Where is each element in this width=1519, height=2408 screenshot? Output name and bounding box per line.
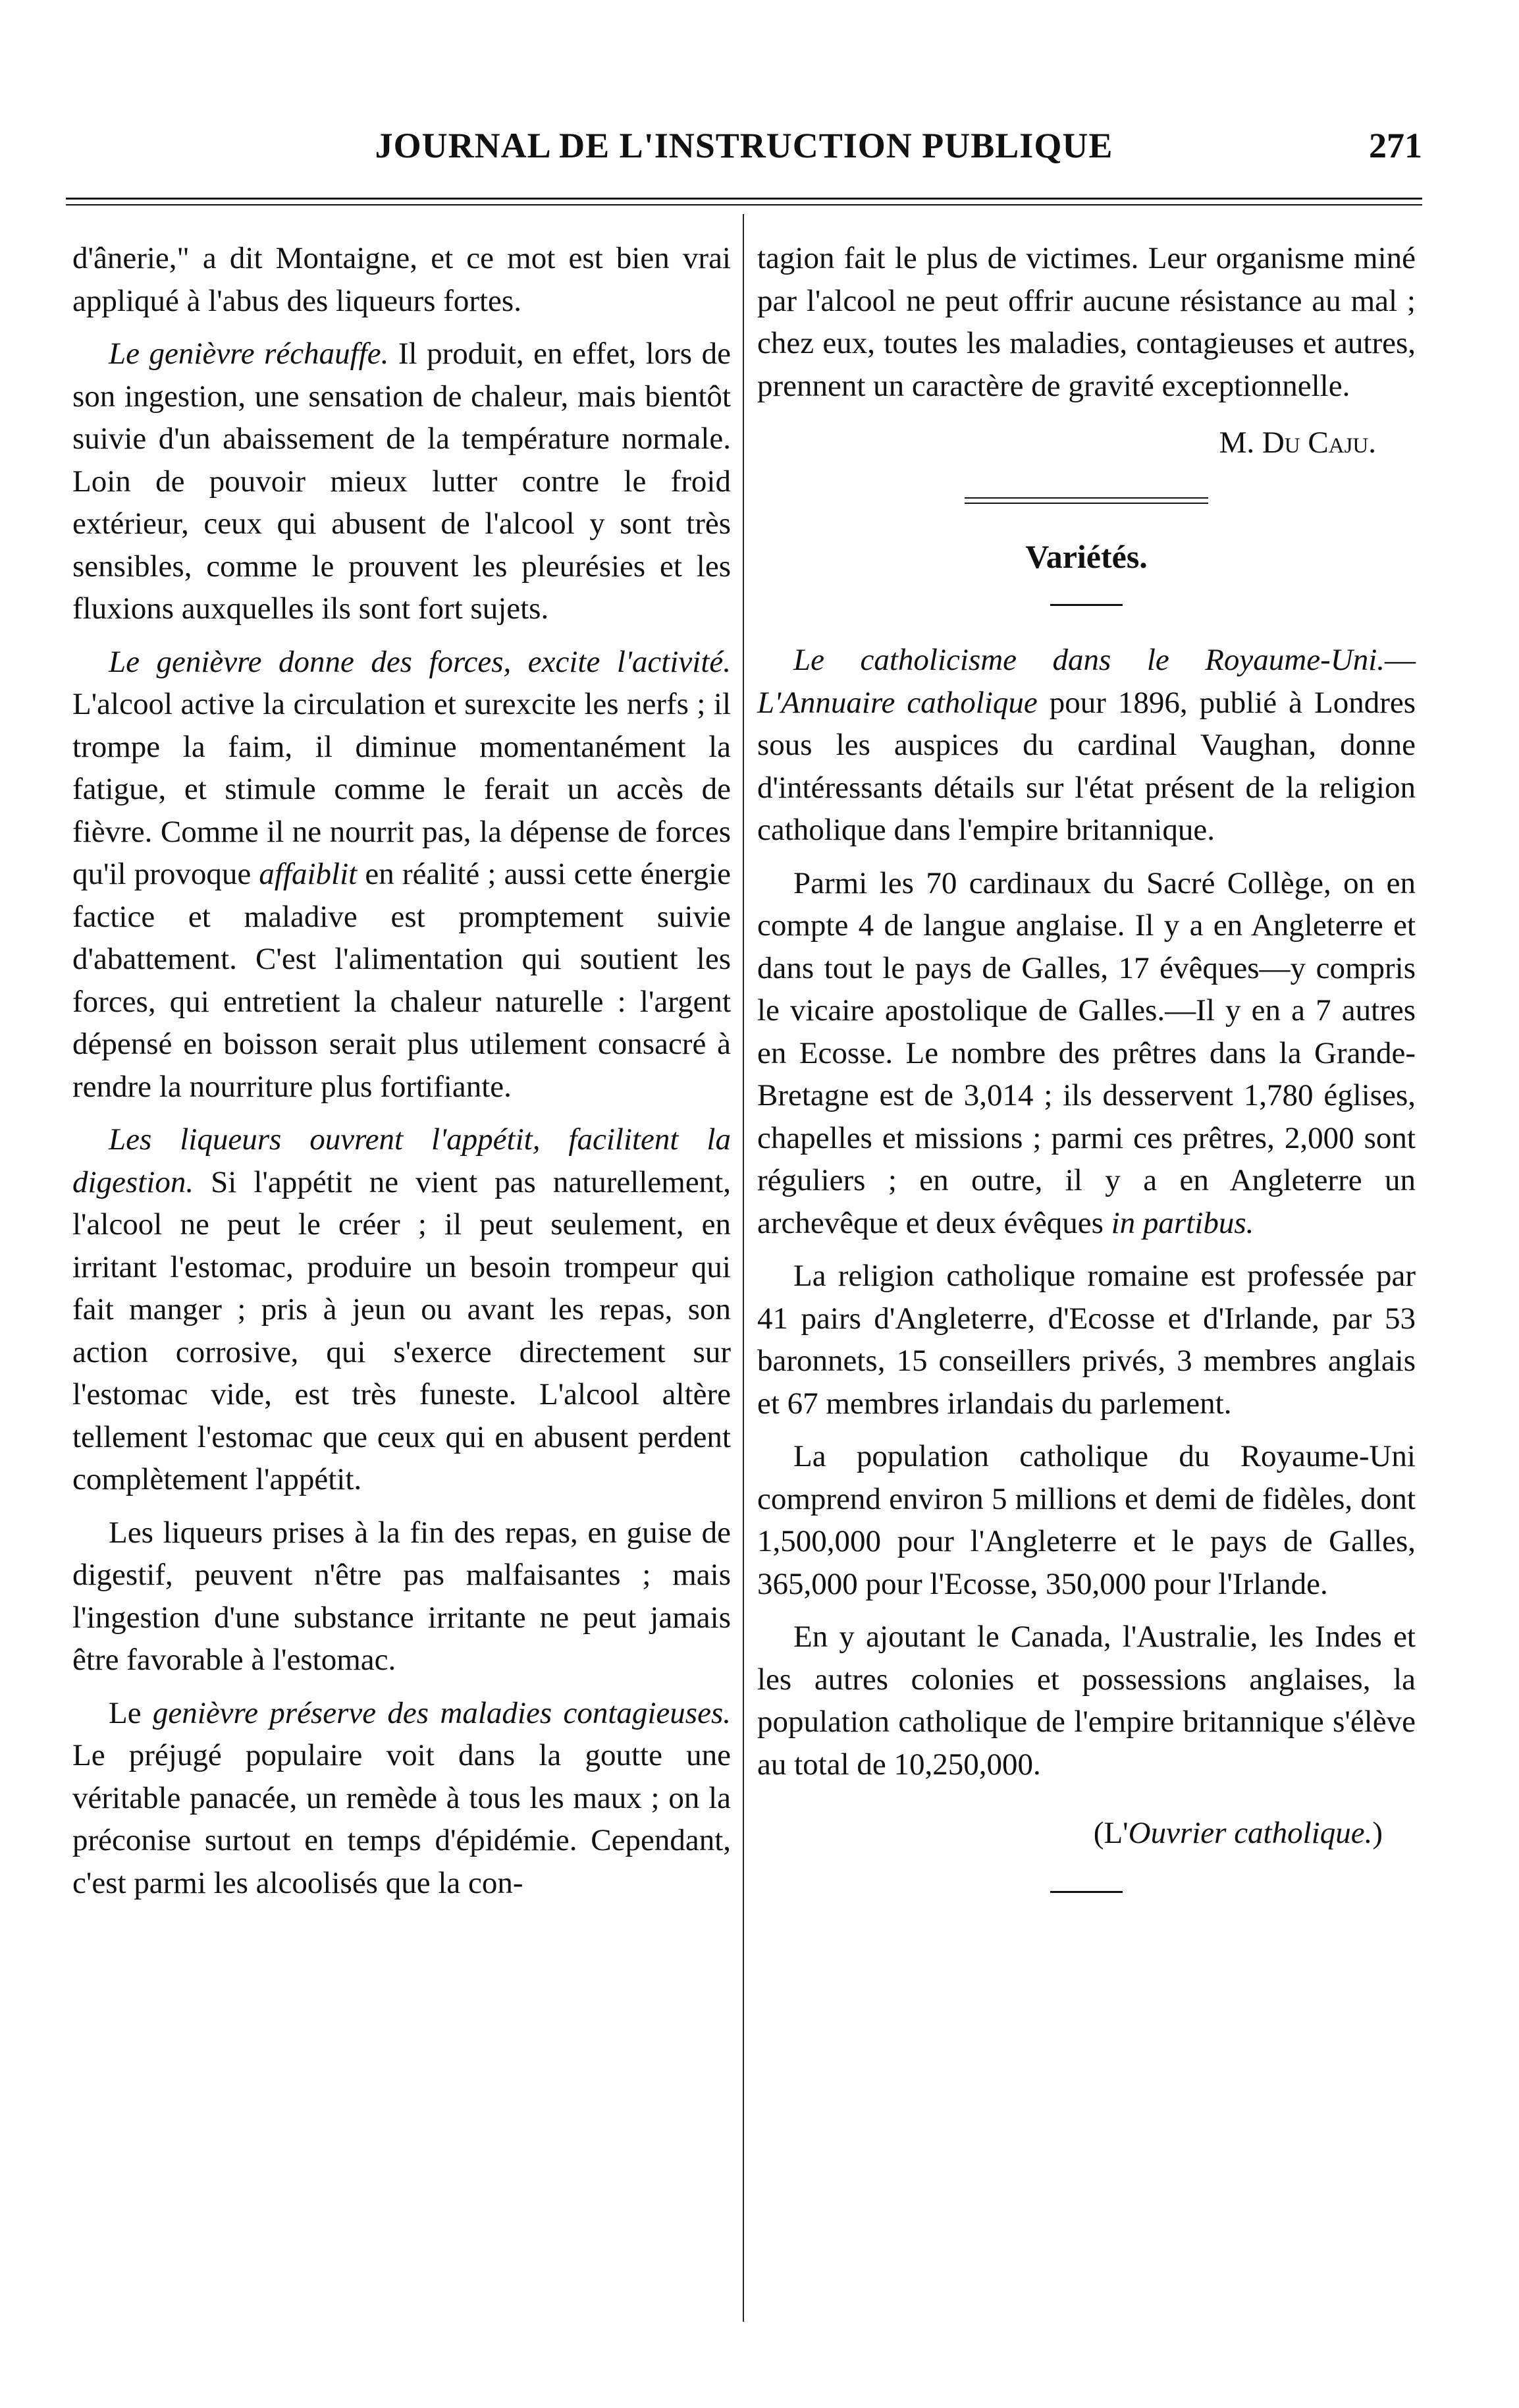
paragraph-lead: Le genièvre réchauffe. (109, 337, 389, 371)
source-close: ) (1372, 1816, 1383, 1850)
column-divider (743, 214, 744, 2322)
paragraph-text: L'alcool active la circulation et surexcite les nerfs ; il trompe la faim, il diminue momentanément la fatigue, et stimule comme le ferait un accès de fièvre. Comme il ne nourrit pas, la dépense de forces qu'il provoque (72, 687, 731, 891)
section-separator (965, 497, 1208, 504)
paragraph-lead: genièvre préserve des maladies contagieuses. (152, 1695, 731, 1730)
paragraph-lead: Les liqueurs ouvrent l'appétit, facilitent la digestion. (72, 1122, 731, 1199)
paragraph-text: Le préjugé populaire voit dans la goutte une véritable panacée, un remède à tous les maux ; on la préconise surtout en temps d'épidémie. Cependant, c'est parmi les alcoolisés que la con- (72, 1738, 731, 1900)
paragraph-contagion (72, 1692, 731, 1905)
right-column (757, 237, 1416, 1893)
emphasis-word: affaiblit (259, 857, 358, 891)
emphasis-phrase: in partibus. (1111, 1205, 1254, 1240)
paragraph-religion: La religion catholique romaine est professée par 41 pairs d'Angleterre, d'Ecosse et d'Irlande, par 53 baronnets, 15 conseillers privés, 3 membres anglais et 67 membres irlandais du parlement. (757, 1259, 1416, 1421)
paragraph-text: Parmi les 70 cardinaux du Sacré Collège, on en compte 4 de langue anglaise. Il y a en Angleterre et dans tout le pays de Galles, 17 évêques—y compris le vicaire apostolique de Galles.—Il y en a 7 autres en Ecosse. Le nombre des prêtres dans la Grande-Bretagne est de 3,014 ; ils desservent 1,780 églises, chapelles et missions ; parmi ces prêtres, 2,000 sont réguliers ; en outre, il y a en Angleterre un archevêque et deux évêques (757, 865, 1416, 1240)
paragraph-lead: Le genièvre donne des forces, excite l'activité. (109, 644, 731, 679)
paragraph-text: Il produit, en effet, lors de son ingestion, une sensation de chaleur, mais bientôt suivie d'un abaissement de la température normale. Loin de pouvoir mieux lutter contre le froid extérieur, ceux qui abusent de l'alcool y sont très sensibles, comme le prouvent les pleurésies et les fluxions auxquelles ils sont fort sujets. (72, 337, 731, 626)
article-signature: M. Du Caju. (1219, 425, 1376, 460)
paragraph-digestif: Les liqueurs prises à la fin des repas, en guise de digestif, peuvent n'être pas malfaisantes ; mais l'ingestion d'une substance irritante ne peut jamais être favorable à l'estomac. (72, 1515, 731, 1677)
title-rule (1050, 604, 1123, 606)
paragraph-lead: Le catholicisme dans le Royaume-Uni. (793, 643, 1385, 677)
dash: — (1385, 643, 1416, 677)
paragraph-text: Si l'appétit ne vient pas naturellement, l'alcool ne peut le créer ; il peut seulement, en irritant l'estomac, produire un besoin trompeur qui fait manger ; pris à jeun ou avant les repas, son action corrosive, qui s'exerce directement sur l'estomac vide, est très funeste. L'alcool altère tellement l'estomac que ceux qui en abusent perdent complètement l'appétit. (72, 1164, 731, 1496)
paragraph-total: En y ajoutant le Canada, l'Australie, les Indes et les autres colonies et possessions anglaises, la population catholique de l'empire britannique s'élève au total de 10,250,000. (757, 1620, 1416, 1782)
paragraph-rechauffe (72, 333, 731, 630)
left-column (72, 237, 731, 1904)
paragraph-continuation: tagion fait le plus de victimes. Leur organisme miné par l'alcool ne peut offrir aucune résistance au mal ; chez eux, toutes les maladies, contagieuses et autres, prennent un caractère de gravité exceptionnelle. (757, 241, 1416, 403)
header-rule-bottom (66, 204, 1422, 205)
paragraph-continuation: d'ânerie," a dit Montaigne, et ce mot est bien vrai appliqué à l'abus des liqueurs fortes. (72, 241, 731, 318)
header-rule-top (66, 198, 1422, 200)
end-rule (1050, 1891, 1123, 1893)
running-title: JOURNAL DE L'INSTRUCTION PUBLIQUE (375, 126, 1113, 165)
source-title: Ouvrier catholique. (1128, 1816, 1373, 1850)
page-number: 271 (1369, 126, 1422, 165)
source-credit (757, 1812, 1416, 1855)
book-title: L'Annuaire catholique (757, 685, 1038, 720)
paragraph-population: La population catholique du Royaume-Uni comprend environ 5 millions et demi de fidèles, dont 1,500,000 pour l'Angleterre et le pays de Galles, 365,000 pour l'Ecosse, 350,000 pour l'Irlande. (757, 1439, 1416, 1601)
source-open: (L' (1093, 1816, 1129, 1850)
paragraph-appetit (72, 1118, 731, 1501)
paragraph-forces (72, 641, 731, 1108)
section-title: Variétés. (1025, 537, 1148, 575)
paragraph-text: pour 1896, publié à Londres sous les auspices du cardinal Vaughan, donne d'intéressants détails sur l'état présent de la religion catholique dans l'empire britannique. (757, 685, 1416, 847)
paragraph-text: en réalité ; aussi cette énergie factice et maladive est promptement suivie d'abattement. C'est l'alimentation qui soutient les forces, qui entretient la chaleur naturelle : l'argent dépensé en boisson serait plus utilement consacré à rendre la nourriture plus fortifiante. (72, 857, 731, 1104)
paragraph-catholicisme (757, 639, 1416, 852)
paragraph-cardinaux (757, 862, 1416, 1245)
page-header (66, 125, 1422, 184)
paragraph-lead-article: Le (109, 1695, 153, 1730)
